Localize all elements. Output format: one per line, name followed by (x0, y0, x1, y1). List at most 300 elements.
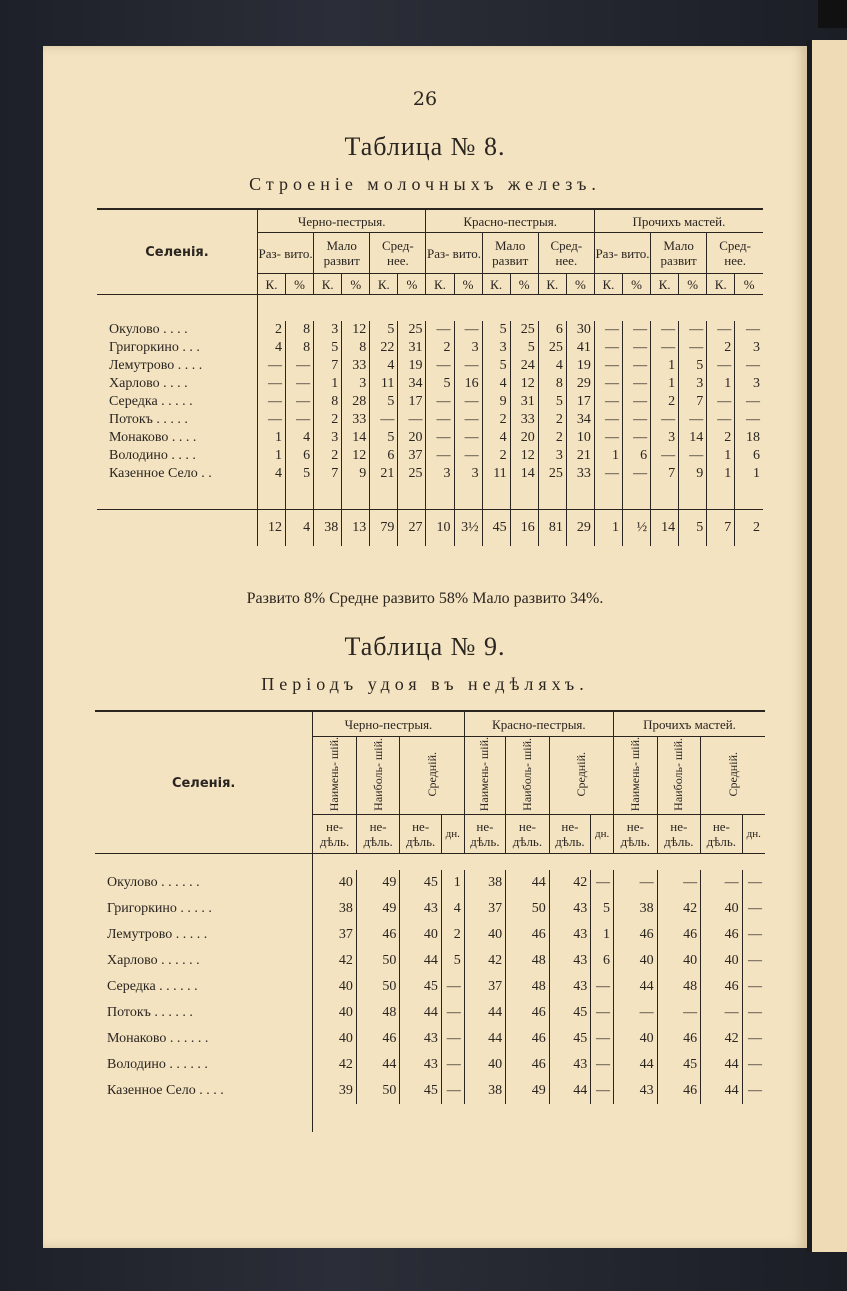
t8-cell: — (426, 447, 454, 465)
t8-cell: 1 (651, 375, 679, 393)
t9-cell: — (441, 1026, 464, 1052)
t9-vertical-label: Наиболь- шій. (671, 737, 686, 811)
t8-total-cell: 16 (510, 510, 538, 547)
t9-vertical-header (657, 737, 701, 815)
t8-cell: 21 (370, 465, 398, 483)
t9-cell: 45 (657, 1052, 701, 1078)
t9-settlement-name: Окулово . . . . . . (95, 870, 313, 896)
t8-cell: 1 (257, 447, 285, 465)
t9-cell: 40 (614, 1026, 658, 1052)
t8-cell: 30 (566, 321, 594, 339)
t9-cell: 1 (441, 870, 464, 896)
t8-cell: 24 (510, 357, 538, 375)
t8-cell: 6 (538, 321, 566, 339)
t8-cell: — (679, 339, 707, 357)
t8-cell: 2 (538, 429, 566, 447)
t8-total-cell: 10 (426, 510, 454, 547)
t8-cell: 2 (314, 447, 342, 465)
t8-cell: — (257, 375, 285, 393)
t9-cell: 40 (313, 1026, 357, 1052)
table-8-summary: Развито 8% Средне развито 58% Мало развито 34%. (246, 590, 604, 607)
table-row (97, 375, 763, 393)
t8-settlement-name: Казенное Село . . (97, 465, 257, 483)
t9-cell: 40 (657, 948, 701, 974)
spacer-row (97, 483, 763, 510)
t9-settlement-name: Володино . . . . . . (95, 1052, 313, 1078)
t8-cell: — (707, 393, 735, 411)
t9-cell: — (748, 875, 762, 891)
t9-cell: 39 (313, 1078, 357, 1104)
t9-cell: 44 (701, 1052, 742, 1078)
t9-cell: 46 (356, 922, 400, 948)
t8-cell: 29 (566, 375, 594, 393)
t9-cell: 46 (657, 1078, 701, 1104)
t8-cell: — (622, 465, 650, 483)
t9-unit-weeks: не- дѣль. (549, 815, 590, 854)
t9-cell: 50 (506, 896, 550, 922)
t8-cell: 34 (398, 375, 426, 393)
t8-subgroup: Мало развит (314, 233, 370, 274)
table-row (97, 321, 763, 339)
t8-cell: — (622, 321, 650, 339)
t8-cell: — (679, 411, 707, 429)
book-page (43, 46, 807, 1248)
t9-cell: — (748, 1057, 762, 1073)
t9-cell: 1 (591, 922, 614, 948)
t8-cell: — (594, 411, 622, 429)
t9-cell: 45 (400, 1078, 441, 1104)
t9-cell: 50 (356, 948, 400, 974)
t9-cell: 45 (549, 1026, 590, 1052)
t9-unit-weeks: не- дѣль. (701, 815, 742, 854)
t9-group-black: Черно-пестрыя. (313, 711, 464, 737)
t9-cell: 48 (657, 974, 701, 1000)
t8-cell: — (746, 322, 760, 337)
t8-cell: 4 (482, 375, 510, 393)
t9-vertical-header (701, 737, 765, 815)
t9-cell: — (701, 870, 742, 896)
t9-cell: 42 (657, 896, 701, 922)
table-row (95, 974, 765, 1000)
t8-cell: 1 (651, 357, 679, 375)
table-row (97, 357, 763, 375)
t8-total-cell: 5 (679, 510, 707, 547)
t8-cell: 3 (538, 447, 566, 465)
t9-cell: 40 (313, 1000, 357, 1026)
t9-vertical-label: Наиболь- шій. (519, 737, 534, 811)
t8-cell: 11 (370, 375, 398, 393)
t8-cell: — (746, 358, 760, 373)
t9-cell: 45 (400, 870, 441, 896)
t8-cell: — (651, 411, 679, 429)
t8-total-cell: 2 (753, 520, 760, 535)
t8-total-cell: 13 (342, 510, 370, 547)
t9-unit-days: дн. (746, 827, 761, 840)
page-number: 26 (412, 88, 438, 110)
t9-cell: 43 (549, 922, 590, 948)
t8-cell: 6 (753, 448, 760, 463)
t9-cell: 44 (549, 1078, 590, 1104)
t8-cell: 5 (370, 429, 398, 447)
t8-cell: 19 (566, 357, 594, 375)
t9-unit-days: дн. (441, 815, 464, 854)
t8-cell: 20 (398, 429, 426, 447)
t9-cell: 5 (441, 948, 464, 974)
t8-cell: 1 (707, 465, 735, 483)
t9-settlements-header: Селенія. (171, 775, 236, 791)
t8-cell: — (707, 321, 735, 339)
t8-cell: 25 (398, 321, 426, 339)
t8-cell: 2 (538, 411, 566, 429)
t8-subgroup: Сред- нее. (719, 238, 751, 268)
t8-cell: 3 (482, 339, 510, 357)
table-row (95, 1026, 765, 1052)
t9-cell: 4 (441, 896, 464, 922)
t9-cell: 5 (591, 896, 614, 922)
t9-cell: 43 (614, 1078, 658, 1104)
t8-cell: 1 (594, 447, 622, 465)
t8-subgroup: Мало развит (651, 233, 707, 274)
t8-cell: — (746, 394, 760, 409)
t9-vertical-header (614, 737, 658, 815)
t9-cell: 38 (464, 870, 505, 896)
t9-cell: 46 (657, 1026, 701, 1052)
t9-vertical-header (400, 737, 464, 815)
t8-cell: 31 (510, 393, 538, 411)
t9-cell: — (591, 1052, 614, 1078)
t8-cell: 6 (286, 447, 314, 465)
t8-unit-pct: % (622, 274, 650, 295)
t8-cell: 6 (622, 447, 650, 465)
t8-cell: 7 (651, 465, 679, 483)
t8-cell: — (679, 447, 707, 465)
t9-settlement-name: Лемутрово . . . . . (95, 922, 313, 948)
table-row (97, 411, 763, 429)
t9-cell: — (748, 901, 762, 917)
t9-vertical-header (549, 737, 613, 815)
t8-cell: — (622, 339, 650, 357)
t8-settlement-name: Лемутрово . . . . (97, 357, 257, 375)
t8-unit-pct: % (454, 274, 482, 295)
t9-cell: — (591, 1026, 614, 1052)
t8-cell: 9 (679, 465, 707, 483)
t8-group-black: Черно-пестрыя. (257, 209, 425, 233)
t9-vertical-header (506, 737, 550, 815)
t8-cell: — (286, 375, 314, 393)
t8-cell: 19 (398, 357, 426, 375)
t8-cell: 18 (746, 430, 760, 445)
table-9 (95, 710, 765, 1132)
t9-cell: 42 (313, 948, 357, 974)
t9-vertical-label: Наимень- шій. (327, 737, 342, 812)
totals-row (97, 510, 763, 547)
t9-vertical-label: Средній. (573, 751, 588, 797)
t8-unit-k: К. (370, 274, 398, 295)
t8-cell: 14 (342, 429, 370, 447)
t8-cell: — (257, 357, 285, 375)
t8-cell: — (594, 429, 622, 447)
t8-cell: 3 (314, 429, 342, 447)
t8-cell: 5 (286, 465, 314, 483)
t8-unit-pct: % (510, 274, 538, 295)
t8-settlement-name: Харлово . . . . (97, 375, 257, 393)
t9-cell: 46 (614, 922, 658, 948)
t9-cell: 40 (464, 922, 505, 948)
t8-total-cell: 38 (314, 510, 342, 547)
table-8 (97, 208, 763, 546)
t9-cell: 38 (313, 896, 357, 922)
t8-cell: 2 (651, 393, 679, 411)
t8-unit-pct: % (398, 274, 426, 295)
t8-cell: — (622, 393, 650, 411)
t8-cell: — (707, 357, 735, 375)
t9-cell: 44 (614, 974, 658, 1000)
t9-cell: 46 (506, 1052, 550, 1078)
t8-cell: — (454, 357, 482, 375)
t8-cell: 3 (651, 429, 679, 447)
table-row (95, 922, 765, 948)
tape-marks (818, 0, 847, 28)
t9-vertical-label: Наимень- шій. (627, 737, 642, 812)
t8-cell: 3 (753, 376, 760, 391)
t8-cell: 3 (454, 465, 482, 483)
t8-cell: 20 (510, 429, 538, 447)
t8-settlement-name: Монаково . . . . (97, 429, 257, 447)
t8-cell: 37 (398, 447, 426, 465)
t9-vertical-label: Средній. (424, 751, 439, 797)
t9-cell: — (748, 1005, 762, 1021)
t9-vertical-label: Средній. (725, 751, 740, 797)
table-row (97, 339, 763, 357)
t8-cell: 1 (314, 375, 342, 393)
t9-vertical-header (313, 737, 357, 815)
t8-cell: 10 (566, 429, 594, 447)
t8-unit-k: К. (594, 274, 622, 295)
t8-cell: 2 (257, 321, 285, 339)
t9-cell: 44 (400, 948, 441, 974)
table-row (97, 393, 763, 411)
t8-cell: 9 (482, 393, 510, 411)
t8-cell: — (622, 375, 650, 393)
t8-cell: — (454, 393, 482, 411)
t8-cell: 2 (426, 339, 454, 357)
t8-cell: 25 (510, 321, 538, 339)
t9-cell: 43 (549, 1052, 590, 1078)
t9-cell: — (614, 1000, 658, 1026)
t9-unit-weeks: не- дѣль. (313, 815, 357, 854)
t8-cell: — (426, 357, 454, 375)
table-row (95, 896, 765, 922)
t8-cell: 2 (707, 339, 735, 357)
t8-unit-k: К. (651, 274, 679, 295)
t8-cell: — (286, 393, 314, 411)
t8-settlement-name: Потокъ . . . . . (97, 411, 257, 429)
t8-cell: — (651, 339, 679, 357)
t9-cell: — (748, 1083, 762, 1099)
t8-cell: 3 (314, 321, 342, 339)
t8-unit-k: К. (257, 274, 285, 295)
t8-unit-pct: % (286, 274, 314, 295)
t8-total-cell: 14 (651, 510, 679, 547)
t8-cell: 4 (257, 339, 285, 357)
t9-cell: 44 (614, 1052, 658, 1078)
t9-cell: 2 (441, 922, 464, 948)
t8-cell: 7 (314, 357, 342, 375)
t8-cell: 12 (342, 321, 370, 339)
t8-cell: 12 (342, 447, 370, 465)
t8-cell: 17 (566, 393, 594, 411)
t9-group-other: Прочихъ мастей. (614, 711, 765, 737)
t9-cell: 40 (313, 870, 357, 896)
t8-cell: 33 (342, 357, 370, 375)
t9-cell: 42 (464, 948, 505, 974)
t8-cell: 21 (566, 447, 594, 465)
t8-cell: 31 (398, 339, 426, 357)
t8-total-cell: 45 (482, 510, 510, 547)
t9-cell: 46 (657, 922, 701, 948)
t8-group-red: Красно-пестрыя. (426, 209, 594, 233)
t9-unit-weeks: не- дѣль. (400, 815, 441, 854)
t8-subgroup: Раз- вито. (426, 233, 482, 274)
t8-cell: 4 (370, 357, 398, 375)
t8-cell: 5 (370, 321, 398, 339)
t9-cell: 42 (549, 870, 590, 896)
t9-cell: 37 (464, 974, 505, 1000)
t8-total-cell: 3½ (454, 510, 482, 547)
t9-cell: 48 (506, 974, 550, 1000)
t9-unit-weeks: не- дѣль. (614, 815, 658, 854)
table-row (95, 948, 765, 974)
t9-cell: — (701, 1000, 742, 1026)
t8-cell: 33 (510, 411, 538, 429)
t8-settlement-name: Середка . . . . . (97, 393, 257, 411)
t8-cell: 2 (482, 411, 510, 429)
t9-cell: 50 (356, 974, 400, 1000)
table-row (97, 465, 763, 483)
t9-cell: 49 (506, 1078, 550, 1104)
t8-cell: 7 (314, 465, 342, 483)
t9-cell: — (441, 1052, 464, 1078)
t9-cell: 43 (549, 948, 590, 974)
t8-unit-k: К. (707, 274, 735, 295)
t8-cell: 4 (286, 429, 314, 447)
t9-cell: 43 (549, 896, 590, 922)
t8-settlements-header: Селенія. (145, 245, 209, 260)
t8-total-cell: 27 (398, 510, 426, 547)
t8-total-cell: 12 (257, 510, 285, 547)
t8-cell: 4 (257, 465, 285, 483)
t9-cell: 45 (549, 1000, 590, 1026)
t8-settlement-name: Володино . . . . (97, 447, 257, 465)
t9-cell: 42 (701, 1026, 742, 1052)
t8-cell: 14 (510, 465, 538, 483)
t9-cell: 40 (701, 896, 742, 922)
t8-cell: — (746, 412, 760, 427)
t8-unit-k: К. (426, 274, 454, 295)
t9-cell: 37 (464, 896, 505, 922)
t9-unit-weeks: не- дѣль. (356, 815, 400, 854)
t8-cell: 7 (679, 393, 707, 411)
t9-vertical-label: Наиболь- шій. (370, 737, 385, 811)
t8-cell: — (370, 411, 398, 429)
t9-vertical-header (356, 737, 400, 815)
t8-cell: — (286, 411, 314, 429)
t9-cell: 44 (464, 1000, 505, 1026)
t9-cell: 48 (506, 948, 550, 974)
t8-cell: — (286, 357, 314, 375)
t9-cell: — (441, 974, 464, 1000)
t8-cell: 8 (314, 393, 342, 411)
table-8-title: Таблица № 8. (344, 132, 506, 161)
table-row (97, 429, 763, 447)
t8-cell: 5 (482, 357, 510, 375)
t9-cell: — (441, 1078, 464, 1104)
t8-cell: — (594, 393, 622, 411)
t8-cell: 3 (753, 340, 760, 355)
t8-cell: 1 (707, 447, 735, 465)
t9-settlement-name: Потокъ . . . . . . (95, 1000, 313, 1026)
t8-total-cell: 4 (286, 510, 314, 547)
t8-cell: — (651, 321, 679, 339)
t9-cell: — (748, 979, 762, 995)
t9-cell: 49 (356, 896, 400, 922)
table-row (95, 1052, 765, 1078)
t8-cell: 5 (538, 393, 566, 411)
t8-cell: 34 (566, 411, 594, 429)
t8-cell: 25 (398, 465, 426, 483)
t9-cell: 43 (549, 974, 590, 1000)
t8-cell: 2 (482, 447, 510, 465)
t9-cell: — (748, 953, 762, 969)
t9-cell: — (591, 1000, 614, 1026)
t8-cell: 25 (538, 465, 566, 483)
t9-unit-weeks: не- дѣль. (657, 815, 701, 854)
table-9-title: Таблица № 9. (344, 632, 506, 661)
t8-cell: — (426, 411, 454, 429)
t8-total-cell: 79 (370, 510, 398, 547)
t8-unit-k: К. (314, 274, 342, 295)
t9-cell: — (441, 1000, 464, 1026)
t8-cell: — (454, 447, 482, 465)
table-8-subtitle: Строеніе молочныхъ железъ. (249, 174, 601, 194)
t9-cell: 44 (464, 1026, 505, 1052)
t8-cell: 17 (398, 393, 426, 411)
t9-cell: 48 (356, 1000, 400, 1026)
t9-cell: 46 (701, 974, 742, 1000)
t8-cell: 1 (753, 466, 760, 481)
t9-cell: 42 (313, 1052, 357, 1078)
t8-cell: — (426, 429, 454, 447)
t8-cell: — (426, 393, 454, 411)
t9-cell: 44 (356, 1052, 400, 1078)
t8-cell: 3 (426, 465, 454, 483)
t9-settlement-name: Григоркино . . . . . (95, 896, 313, 922)
t9-cell: 44 (701, 1078, 742, 1104)
t8-unit-k: К. (482, 274, 510, 295)
table-row (95, 1000, 765, 1026)
t8-cell: 33 (342, 411, 370, 429)
table-row (97, 447, 763, 465)
table-row (95, 1078, 765, 1104)
t9-vertical-label: Наимень- шій. (477, 737, 492, 812)
t8-cell: 5 (426, 375, 454, 393)
t8-cell: 2 (707, 429, 735, 447)
t9-settlement-name: Монаково . . . . . . (95, 1026, 313, 1052)
t9-unit-weeks: не- дѣль. (506, 815, 550, 854)
t8-cell: 5 (510, 339, 538, 357)
t8-settlement-name: Григоркино . . . (97, 339, 257, 357)
t9-unit-weeks: не- дѣль. (464, 815, 505, 854)
